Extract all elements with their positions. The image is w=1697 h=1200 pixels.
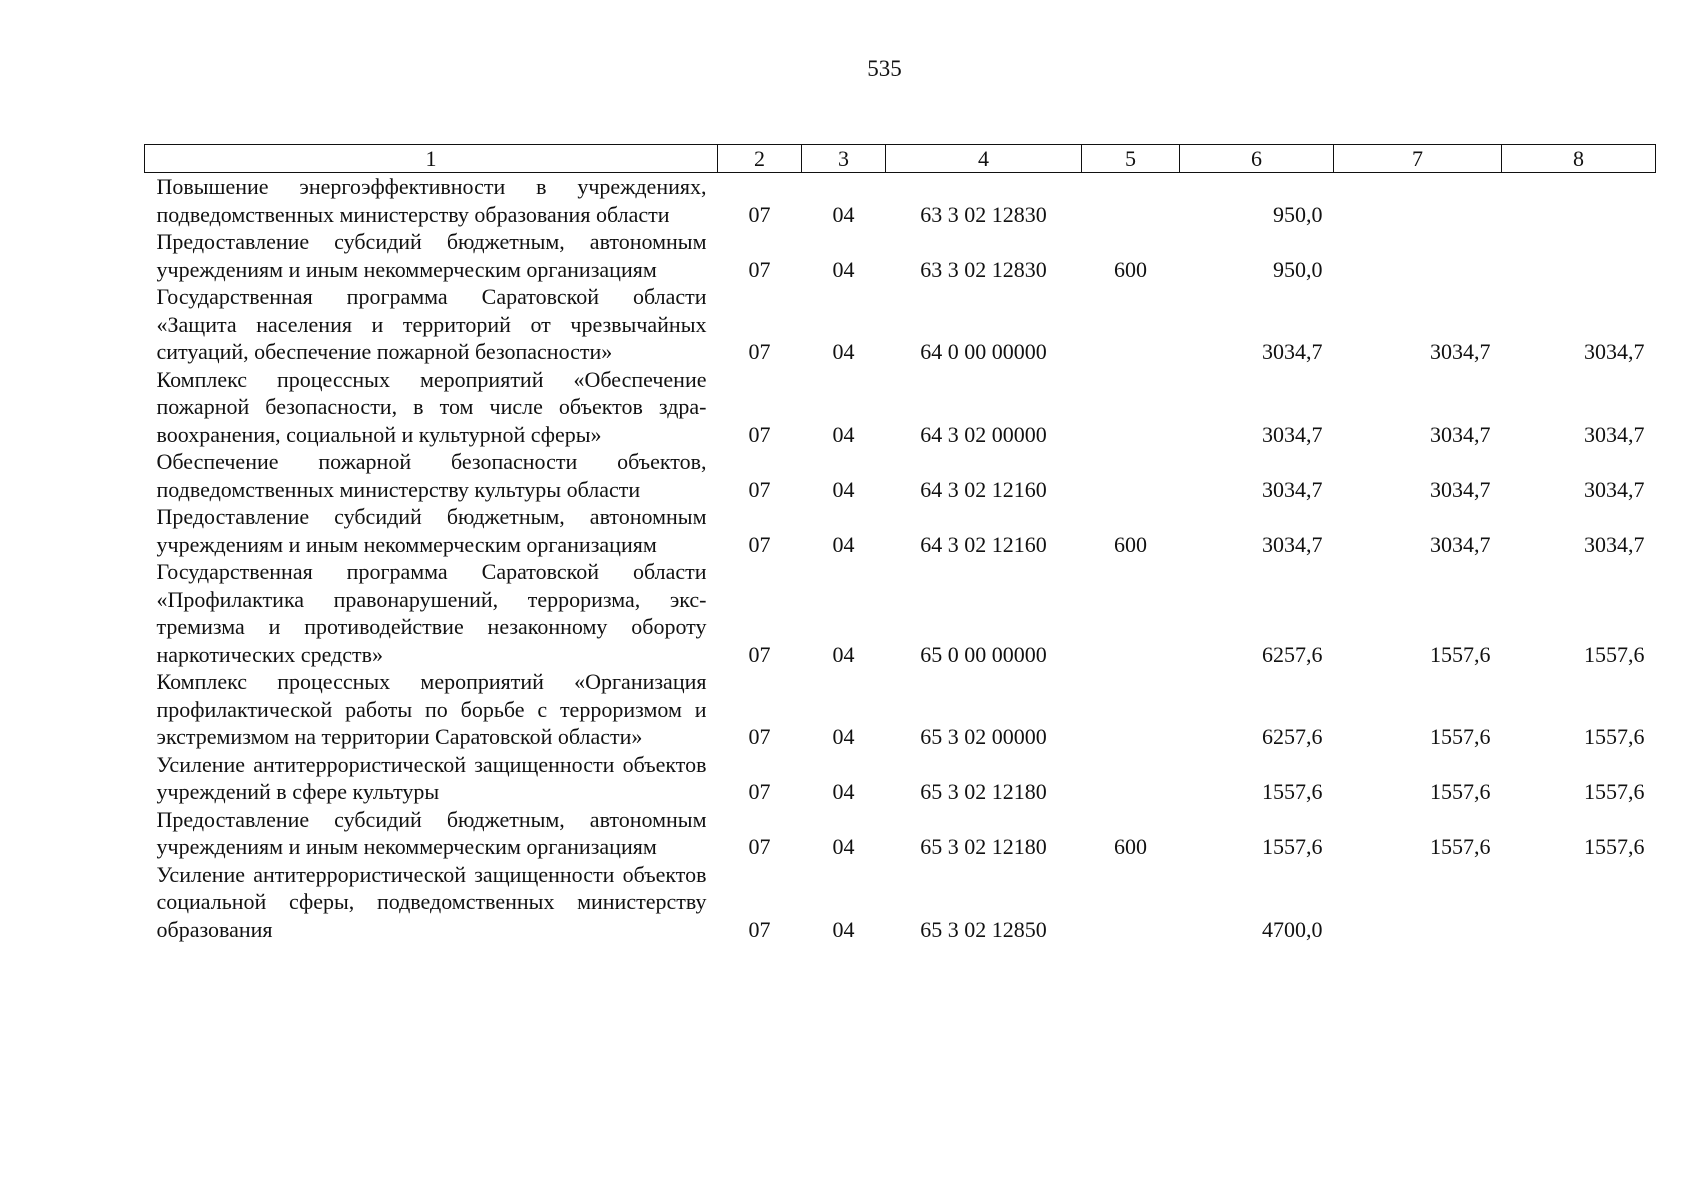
expense-type-cell: 600: [1114, 256, 1147, 282]
amount-col6-cell: 4700,0: [1262, 916, 1323, 942]
expense-type-cell: [1082, 861, 1180, 944]
row-title-cell: Обеспечение пожарной безопасности объектов, подведомственных министерству культуры области: [156, 449, 707, 502]
row-title-cell: Усиление антитеррористической защищенности объектов учреждений в сфере культуры: [156, 751, 707, 804]
target-article-cell: 63 3 02 12830: [920, 256, 1047, 282]
column-header: 7: [1334, 145, 1502, 173]
expense-type-cell: [1082, 751, 1180, 806]
expense-type-cell: [1082, 668, 1180, 751]
subsection-code-cell: 04: [832, 201, 855, 227]
section-code-cell: 07: [748, 421, 771, 447]
section-code-cell: 07: [748, 256, 771, 282]
column-header: 8: [1502, 145, 1656, 173]
amount-col8-cell: [1502, 173, 1656, 229]
amount-col7-cell: [1334, 861, 1502, 944]
row-title-cell: Государственная программа Саратовской области «Профилактика правонарушений, терроризма, экстремизма и противодействие незаконному обороту наркотических средств»: [156, 559, 707, 667]
amount-col8-cell: 1557,6: [1584, 779, 1645, 804]
amount-col6-cell: 3034,7: [1262, 476, 1323, 502]
section-code-cell: 07: [748, 916, 771, 942]
subsection-code-cell: 04: [832, 531, 855, 557]
table-row: [145, 283, 1656, 366]
target-article-cell: 64 0 00 00000: [920, 339, 1047, 364]
column-header: 4: [886, 145, 1082, 173]
subsection-code-cell: 04: [832, 421, 855, 447]
subsection-code-cell: 04: [832, 339, 855, 364]
table-row: [145, 668, 1656, 751]
amount-col8-cell: 1557,6: [1584, 724, 1645, 749]
table-row: [145, 806, 1656, 861]
amount-col6-cell: 1557,6: [1262, 779, 1323, 804]
amount-col7-cell: 3034,7: [1430, 476, 1491, 502]
target-article-cell: 65 3 02 12180: [920, 834, 1047, 859]
table-row: [145, 173, 1656, 229]
table-row: [145, 448, 1656, 503]
amount-col8-cell: 3034,7: [1584, 339, 1645, 364]
section-code-cell: 07: [748, 201, 771, 227]
subsection-code-cell: 04: [832, 834, 855, 859]
expense-type-cell: [1082, 173, 1180, 229]
row-title-cell: Повышение энергоэффективности в учреждениях, подведомственных министерству образования области: [156, 174, 707, 227]
amount-col8-cell: 1557,6: [1584, 641, 1645, 667]
expense-type-cell: 600: [1114, 531, 1147, 557]
section-code-cell: 07: [748, 641, 771, 667]
amount-col7-cell: 3034,7: [1430, 339, 1491, 364]
table-header-row: [145, 145, 1656, 173]
table-row: [145, 228, 1656, 283]
section-code-cell: 07: [748, 834, 771, 859]
column-header: 3: [802, 145, 886, 173]
amount-col6-cell: 3034,7: [1262, 531, 1323, 557]
amount-col7-cell: 1557,6: [1430, 779, 1491, 804]
amount-col8-cell: [1502, 861, 1656, 944]
amount-col6-cell: 3034,7: [1262, 339, 1323, 364]
amount-col8-cell: [1502, 228, 1656, 283]
table-row: [145, 558, 1656, 668]
amount-col6-cell: 950,0: [1273, 201, 1323, 227]
row-title-cell: Государственная программа Саратовской области «Защита населения и территорий от чрезвычайных ситуаций, обеспечение пожарной безопасности»: [156, 284, 707, 364]
target-article-cell: 63 3 02 12830: [920, 201, 1047, 227]
row-title-cell: Предоставление субсидий бюджетным, автономным учреждениям и иным некоммерческим организациям: [156, 504, 707, 557]
column-header: 6: [1180, 145, 1334, 173]
amount-col7-cell: [1334, 173, 1502, 229]
target-article-cell: 64 3 02 00000: [920, 421, 1047, 447]
row-title-cell: Комплекс процессных мероприятий «Обеспечение пожарной безопасности, в том числе объектов здравоохранения, социальной и культурной сферы»: [156, 366, 707, 447]
amount-col7-cell: 3034,7: [1430, 421, 1491, 447]
table-row: [145, 366, 1656, 449]
subsection-code-cell: 04: [832, 779, 855, 804]
row-title-cell: Усиление антитеррористической защищенности объектов социальной сферы, подведомственных министерству образования: [156, 861, 707, 942]
column-header: 2: [718, 145, 802, 173]
target-article-cell: 64 3 02 12160: [920, 476, 1047, 502]
amount-col6-cell: 1557,6: [1262, 834, 1323, 859]
row-title-cell: Предоставление субсидий бюджетным, автономным учреждениям и иным некоммерческим организациям: [156, 229, 707, 282]
table-row: [145, 751, 1656, 806]
page-number: 535: [867, 56, 902, 81]
section-code-cell: 07: [748, 339, 771, 364]
target-article-cell: 64 3 02 12160: [920, 531, 1047, 557]
table-row: [145, 861, 1656, 944]
amount-col6-cell: 6257,6: [1262, 724, 1323, 749]
amount-col6-cell: 3034,7: [1262, 421, 1323, 447]
subsection-code-cell: 04: [832, 256, 855, 282]
section-code-cell: 07: [748, 724, 771, 749]
expense-type-cell: [1082, 448, 1180, 503]
section-code-cell: 07: [748, 779, 771, 804]
table-body: [145, 173, 1656, 944]
target-article-cell: 65 3 02 12180: [920, 779, 1047, 804]
section-code-cell: 07: [748, 476, 771, 502]
expense-type-cell: 600: [1114, 834, 1147, 859]
section-code-cell: 07: [748, 531, 771, 557]
amount-col6-cell: 6257,6: [1262, 641, 1323, 667]
amount-col6-cell: 950,0: [1273, 256, 1323, 282]
amount-col8-cell: 3034,7: [1584, 421, 1645, 447]
expense-type-cell: [1082, 283, 1180, 366]
subsection-code-cell: 04: [832, 476, 855, 502]
amount-col8-cell: 3034,7: [1584, 531, 1645, 557]
amount-col7-cell: [1334, 228, 1502, 283]
amount-col7-cell: 1557,6: [1430, 724, 1491, 749]
subsection-code-cell: 04: [832, 916, 855, 942]
target-article-cell: 65 3 02 12850: [920, 916, 1047, 942]
amount-col7-cell: 3034,7: [1430, 531, 1491, 557]
amount-col8-cell: 1557,6: [1584, 834, 1645, 859]
table-row: [145, 503, 1656, 558]
column-header: 1: [145, 145, 718, 173]
amount-col7-cell: 1557,6: [1430, 834, 1491, 859]
row-title-cell: Предоставление субсидий бюджетным, автономным учреждениям и иным некоммерческим организациям: [156, 806, 707, 859]
expense-type-cell: [1082, 366, 1180, 449]
row-title-cell: Комплекс процессных мероприятий «Организация профилактической работы по борьбе с терроризмом и экстремизмом на территории Саратовской области»: [156, 669, 707, 749]
subsection-code-cell: 04: [832, 641, 855, 667]
target-article-cell: 65 0 00 00000: [920, 641, 1047, 667]
subsection-code-cell: 04: [832, 724, 855, 749]
expense-type-cell: [1082, 558, 1180, 668]
budget-table: [144, 144, 1656, 943]
target-article-cell: 65 3 02 00000: [920, 724, 1047, 749]
column-header: 5: [1082, 145, 1180, 173]
amount-col7-cell: 1557,6: [1430, 641, 1491, 667]
amount-col8-cell: 3034,7: [1584, 476, 1645, 502]
